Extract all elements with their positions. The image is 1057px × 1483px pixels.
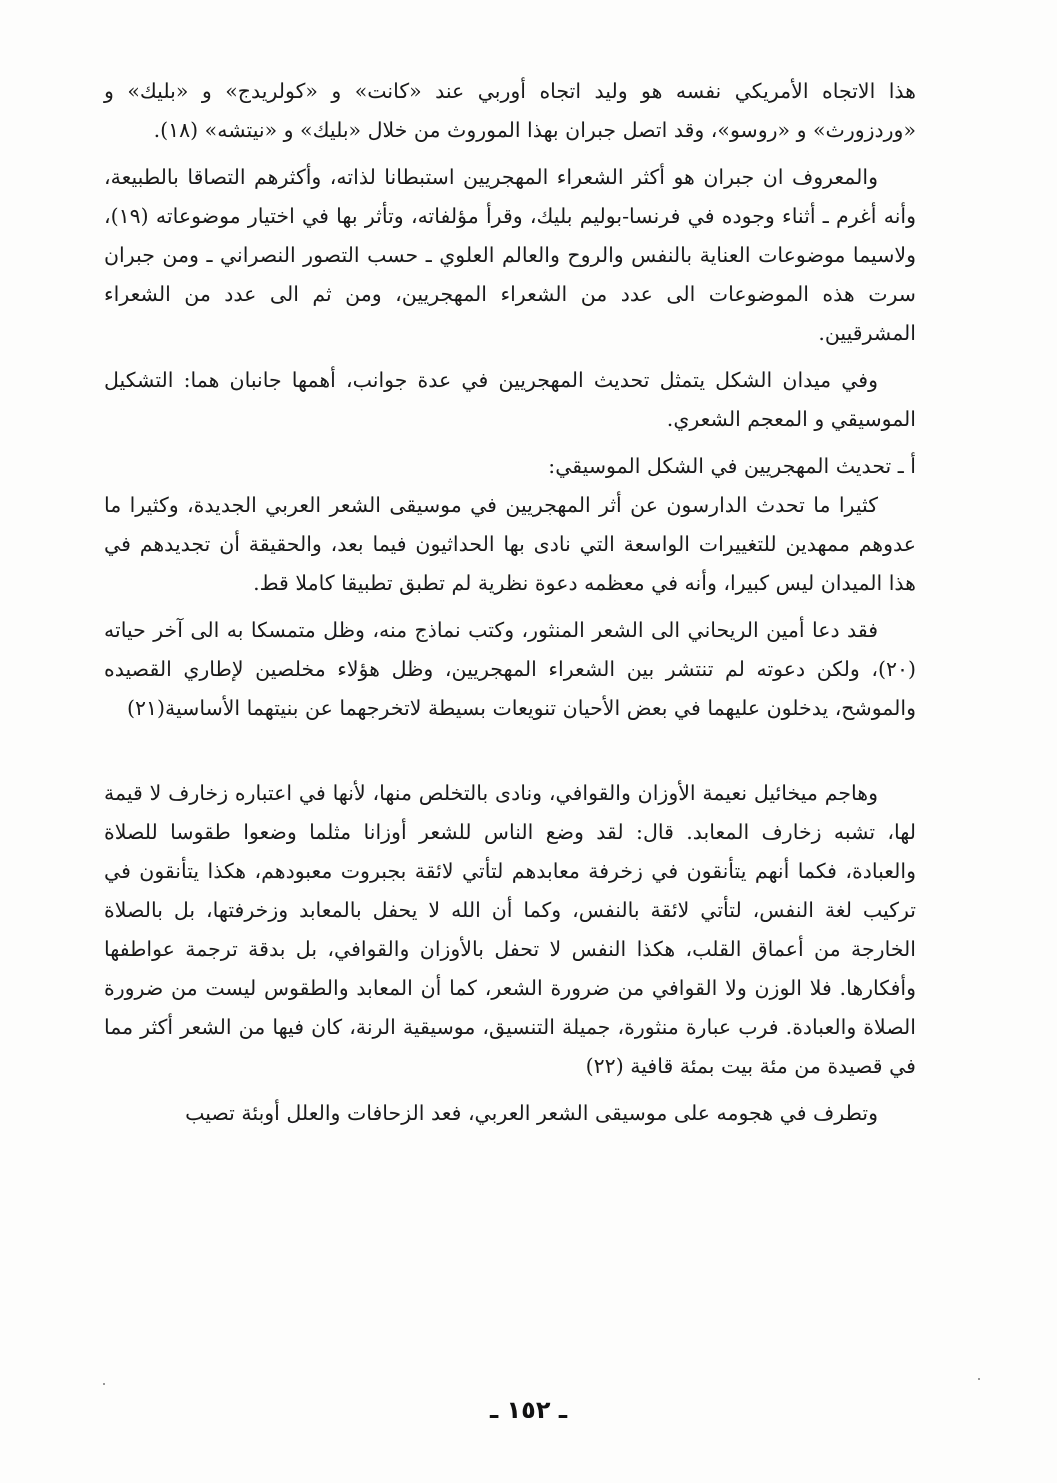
paragraph-6: وهاجم ميخائيل نعيمة الأوزان والقوافي، ونادى بالتخلص منها، لأنها في اعتباره زخارف لا قيمة لها، تشبه زخارف المعابد. قال: لقد وضع الناس للشعر أوزانا مثلما وضعوا طقوسا للصلاة والعبادة، فكما أنهم يتأنقون في زخرفة معابدهم لتأتي لائقة بجبروت معبودهم، هكذا يتأنقون في تركيب لغة النفس، لتأتي لائقة بالنفس، وكما أن الله لا يحفل بالمعابد وزخرفتها، بل بالصلاة الخارجة من أعماق القلب، هكذا النفس لا تحفل بالأوزان والقوافي، بل بدقة ترجمة عواطفها وأفكارها. فلا الوزن ولا القوافي من ضرورة الشعر، كما أن المعابد والطقوس ليست من ضرورة الصلاة والعبادة. فرب عبارة منثورة، جميلة التنسيق، موسيقية الرنة، كان فيها من الشعر أكثر مما في قصيدة من مئة بيت بمئة قافية (٢٢) [104,781,916,1078]
section-heading: أ ـ تحديث المهجريين في الشكل الموسيقي: [548,454,916,478]
paragraph-5: فقد دعا أمين الريحاني الى الشعر المنثور، وكتب نماذج منه، وظل متمسكا به الى آخر حياته (٢٠)، ولكن دعوته لم تنتشر بين الشعراء المهجريين، وظل هؤلاء مخلصين لإطاري القصيده والموشح، يدخلون عليهما في بعض الأحيان تنويعات بسيطة لاتخرجهما عن بنيتهما الأساسية(٢١) [104,618,916,720]
paragraph-3: وفي ميدان الشكل يتمثل تحديث المهجريين في عدة جوانب، أهمها جانبان هما: التشكيل الموسيقي و المعجم الشعري. [104,368,916,431]
paragraph-1: هذا الاتجاه الأمريكي نفسه هو وليد اتجاه أوربي عند «كانت» و «كولريدج» و «بليك» و «وردزورث» و «روسو»، وقد اتصل جبران بهذا الموروث من خلال «بليك» و «نيتشه» (١٨). [104,79,916,142]
paragraph-2: والمعروف ان جبران هو أكثر الشعراء المهجريين استبطانا لذاته، وأكثرهم التصاقا بالطبيعة، وأنه أغرم ـ أثناء وجوده في فرنسا-بوليم بليك، وقرأ مؤلفاته، وتأثر بها في اختيار موضوعاته (١٩)، ولاسيما موضوعات العناية بالنفس والروح والعالم العلوي ـ حسب التصور النصراني ـ ومن جبران سرت هذه الموضوعات الى عدد من الشعراء المهجريين، ومن ثم الى عدد من الشعراء المشرقيين. [104,165,916,345]
scan-speck [103,1383,105,1385]
page-number: ـ ١٥٢ ـ [489,1396,568,1424]
body-text [104,72,916,1141]
paragraph-7: وتطرف في هجومه على موسيقى الشعر العربي، فعد الزحافات والعلل أوبئة تصيب [185,1101,878,1125]
paragraph-4: كثيرا ما تحدث الدارسون عن أثر المهجريين في موسيقى الشعر العربي الجديدة، وكثيرا ما عدوهم ممهدين للتغييرات الواسعة التي نادى بها الحداثيون فيما بعد، والحقيقة أن تجديدهم في هذا الميدان ليس كبيرا، وأنه في معظمه دعوة نظرية لم تطبق تطبيقا كاملا قط. [104,493,916,595]
scan-speck [978,1378,980,1380]
